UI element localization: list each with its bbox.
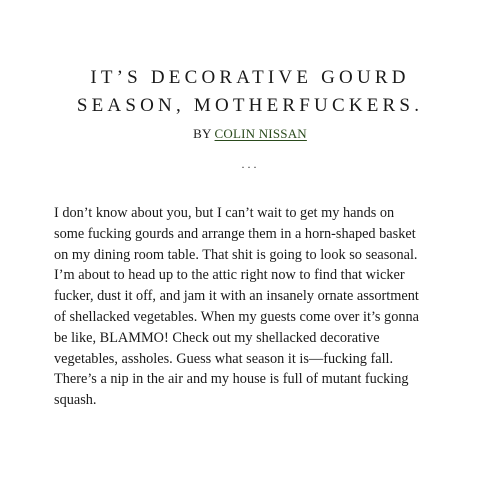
body-line: I don’t know about you, but I can’t wait to get my hands on — [54, 205, 395, 221]
body-line: vegetables, assholes. Guess what season it is—fucking fall. — [54, 350, 394, 367]
body-line: be like, BLAMMO! Check out my shellacked decorative — [54, 329, 380, 346]
byline — [0, 126, 500, 142]
body-line: I’m about to head up to the attic right now to find that wicker — [54, 267, 405, 284]
author-link[interactable]: COLIN NISSAN — [214, 126, 307, 141]
body-line: some fucking gourds and arrange them in a horn-shaped basket — [54, 225, 416, 242]
title-line-1: IT’S DECORATIVE GOURD — [90, 67, 410, 88]
byline-prefix: BY — [193, 126, 212, 141]
title-line-2: SEASON, MOTHERFUCKERS. — [76, 95, 424, 116]
body-line: fucker, dust it off, and jam it with an insanely ornate assortment — [54, 288, 419, 305]
body-line: squash. — [54, 392, 97, 409]
article-body — [54, 203, 454, 411]
section-divider: ··· — [241, 160, 259, 174]
body-line: of shellacked vegetables. When my guests come over it’s gonna — [54, 308, 419, 325]
body-line: There’s a nip in the air and my house is full of mutant fucking — [54, 371, 409, 388]
article-title — [0, 64, 500, 120]
body-line: on my dining room table. That shit is going to look so seasonal. — [54, 246, 418, 263]
